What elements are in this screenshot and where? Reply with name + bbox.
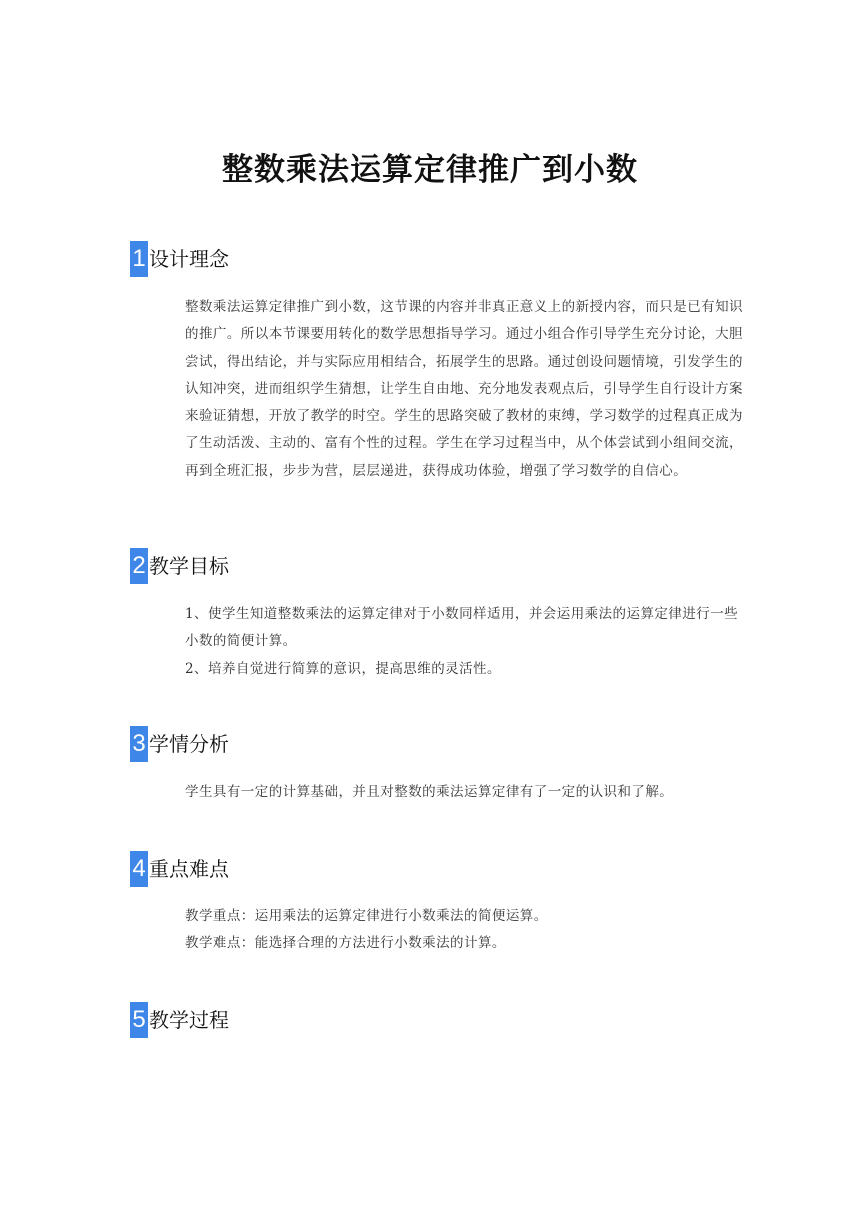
section-title: 教学过程 <box>149 1008 229 1032</box>
section-body-teaching-goals <box>185 601 745 683</box>
section-title: 设计理念 <box>149 247 229 271</box>
section-number-badge: 4 <box>130 851 148 887</box>
section-body-key-points <box>185 903 745 958</box>
section-number-badge: 2 <box>130 548 148 584</box>
document-title: 整数乘法运算定律推广到小数 <box>222 152 638 188</box>
section-heading-design-concept <box>130 241 229 277</box>
section-title: 学情分析 <box>149 732 229 756</box>
section-number-badge: 3 <box>130 726 148 762</box>
paragraph: 学生具有一定的计算基础，并且对整数的乘法运算定律有了一定的认识和了解。 <box>185 784 674 800</box>
section-number-badge: 1 <box>130 241 148 277</box>
section-title: 教学目标 <box>149 554 229 578</box>
paragraph: 整数乘法运算定律推广到小数，这节课的内容并非真正意义上的新授内容，而只是已有知识的推广。所以本节课要用转化的数学思想指导学习。通过小组合作引导学生充分讨论，大胆尝试，得出结论，并与实际应用相结合，拓展学生的思路。通过创设问题情境，引发学生的认知冲突，进而组织学生猜想，让学生自由地、充分地发表观点后，引导学生自行设计方案来验证猜想，开放了教学的时空。学生的思路突破了教材的束缚，学习数学的过程真正成为了生动活泼、主动的、富有个性的过程。学生在学习过程当中，从个体尝试到小组间交流，再到全班汇报，步步为营，层层递进，获得成功体验，增强了学习数学的自信心。 <box>185 299 743 479</box>
section-heading-key-points <box>130 851 229 887</box>
section-heading-learning-analysis <box>130 726 229 762</box>
section-heading-teaching-process <box>130 1002 229 1038</box>
section-heading-teaching-goals <box>130 548 229 584</box>
section-body-learning-analysis <box>185 779 745 806</box>
goal-item: 1、使学生知道整数乘法的运算定律对于小数同样适用，并会运用乘法的运算定律进行一些小数的简便计算。 <box>185 606 739 650</box>
section-title: 重点难点 <box>149 857 229 881</box>
difficulty-item: 教学难点：能选择合理的方法进行小数乘法的计算。 <box>185 935 506 952</box>
key-point-item: 教学重点：运用乘法的运算定律进行小数乘法的简便运算。 <box>185 908 548 924</box>
goal-item: 2、培养自觉进行简算的意识，提高思维的灵活性。 <box>185 660 501 677</box>
section-body-design-concept <box>185 294 745 485</box>
section-number-badge: 5 <box>130 1002 148 1038</box>
